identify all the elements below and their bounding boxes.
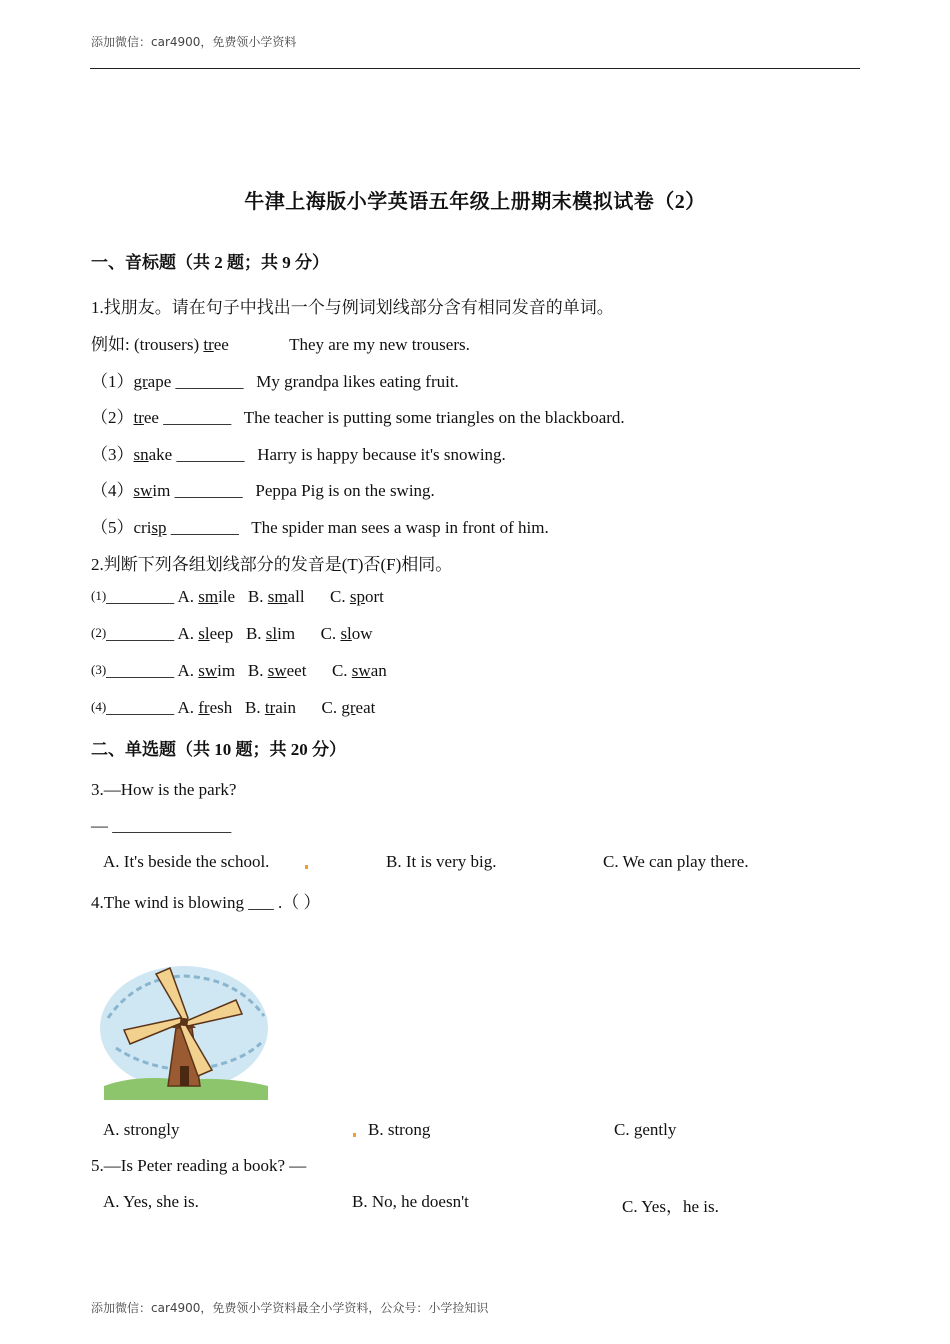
option-a-label: A.: [177, 624, 199, 643]
option-c-underlined: gr: [341, 698, 356, 717]
q1-item-4: [91, 476, 435, 501]
item-word-rest: im: [152, 481, 171, 500]
q3-answer-line[interactable]: — ______________: [91, 816, 232, 835]
answer-blank[interactable]: ________: [174, 481, 243, 500]
q1-example-rest: ee: [213, 335, 229, 354]
q2-item-2: [91, 624, 373, 644]
q1-stem: 1.找朋友。请在句子中找出一个与例词划线部分含有相同发音的单词。: [91, 298, 614, 317]
footer-note: 添加微信：car4900，免费领小学资料最全小学资料，公众号：小学捡知识: [91, 1301, 489, 1315]
option-c-underlined: sw: [351, 661, 371, 680]
page-title: 牛津上海版小学英语五年级上册期末模拟试卷（2）: [244, 191, 706, 213]
item-sentence: The spider man sees a wasp in front of him.: [251, 518, 549, 537]
item-number: （1）: [91, 372, 134, 391]
option-b-rest: ain: [275, 698, 297, 717]
option-b-rest: im: [277, 624, 296, 643]
q1-item-5: [91, 513, 549, 538]
option-c-label: C.: [320, 624, 341, 643]
option-a-underlined: sm: [198, 587, 219, 606]
option-c-rest: an: [370, 661, 387, 680]
answer-blank[interactable]: ________: [163, 408, 232, 427]
option-c-rest: ort: [365, 587, 384, 606]
q5-option-a[interactable]: A. Yes, she is.: [103, 1192, 199, 1211]
q3-option-b[interactable]: B. It is very big.: [386, 852, 497, 871]
option-c-rest: ow: [351, 624, 373, 643]
option-c-underlined: sl: [340, 624, 352, 643]
q4-stem: 4.The wind is blowing ___ .（ ）: [91, 893, 321, 912]
item-number: （2）: [91, 408, 134, 427]
item-number: (3): [91, 662, 107, 677]
option-a-label: A.: [177, 661, 199, 680]
q2-item-4: [91, 698, 375, 718]
item-word-rest: ape: [147, 372, 172, 391]
q5-stem: 5.—Is Peter reading a book? —: [91, 1156, 307, 1175]
item-word-rest: ake: [148, 445, 173, 464]
q4-option-b[interactable]: B. strong: [368, 1120, 431, 1139]
option-b-rest: all: [287, 587, 305, 606]
option-c-underlined: sp: [349, 587, 366, 606]
item-underlined: sw: [133, 481, 153, 500]
q1-example-sentence: They are my new trousers.: [289, 335, 470, 354]
option-b-underlined: sl: [265, 624, 278, 643]
item-word-pre: cri: [133, 518, 152, 537]
option-a-rest: esh: [209, 698, 233, 717]
q3-option-a[interactable]: A. It's beside the school.: [103, 852, 270, 871]
item-number: (4): [91, 699, 107, 714]
answer-blank[interactable]: ________: [106, 587, 175, 606]
option-b-rest: eet: [286, 661, 307, 680]
answer-blank[interactable]: ________: [106, 698, 175, 717]
q1-example-prefix: 例如: (trousers): [91, 335, 204, 354]
option-a-rest: eep: [209, 624, 234, 643]
windmill-illustration: [96, 958, 272, 1100]
header-note: 添加微信：car4900，免费领小学资料: [91, 35, 297, 49]
item-word-rest: ee: [143, 408, 159, 427]
q1-item-2: [91, 403, 625, 428]
answer-blank[interactable]: ________: [175, 372, 244, 391]
q3-stem: 3.—How is the park?: [91, 780, 237, 799]
answer-blank[interactable]: ________: [106, 624, 175, 643]
option-a-underlined: fr: [198, 698, 210, 717]
q1-example: [91, 330, 470, 355]
option-c-rest: eat: [355, 698, 376, 717]
option-b-label: B.: [245, 624, 266, 643]
option-b-label: B.: [245, 698, 265, 717]
option-a-underlined: sw: [198, 661, 218, 680]
item-number: （5）: [91, 518, 134, 537]
q2-item-3: [91, 661, 387, 681]
option-a-rest: im: [217, 661, 236, 680]
section-heading-2: 二、单选题（共 10 题；共 20 分）: [91, 740, 346, 759]
item-sentence: The teacher is putting some triangles on the blackboard.: [243, 408, 625, 427]
q4-option-c[interactable]: C. gently: [614, 1120, 677, 1139]
item-sentence: Harry is happy because it's snowing.: [257, 445, 506, 464]
item-sentence: My grandpa likes eating fruit.: [256, 372, 459, 391]
answer-blank[interactable]: ________: [170, 518, 239, 537]
option-a-underlined: sl: [198, 624, 210, 643]
option-a-rest: ile: [218, 587, 236, 606]
item-number: (1): [91, 588, 107, 603]
option-a-label: A.: [177, 698, 199, 717]
option-b-label: B.: [247, 661, 268, 680]
q5-option-c[interactable]: C. Yes，he is.: [622, 1197, 719, 1216]
q3-option-c[interactable]: C. We can play there.: [603, 852, 749, 871]
q4-option-a[interactable]: A. strongly: [103, 1120, 180, 1139]
q2-stem: 2.判断下列各组划线部分的发音是(T)否(F)相同。: [91, 555, 453, 574]
section-heading-1: 一、音标题（共 2 题；共 9 分）: [91, 253, 329, 272]
marker-dot: [305, 865, 308, 869]
option-c-label: C.: [321, 698, 342, 717]
header-divider: [90, 68, 860, 69]
q1-example-underlined: tr: [203, 335, 214, 354]
q1-item-1: [91, 367, 459, 392]
item-underlined: gr: [133, 372, 148, 391]
answer-blank[interactable]: ________: [106, 661, 175, 680]
option-c-label: C.: [331, 661, 352, 680]
item-underlined: tr: [133, 408, 144, 427]
q2-item-1: [91, 587, 384, 607]
option-b-label: B.: [247, 587, 268, 606]
q5-option-b[interactable]: B. No, he doesn't: [352, 1192, 469, 1211]
answer-blank[interactable]: ________: [176, 445, 245, 464]
option-b-underlined: sm: [267, 587, 288, 606]
option-b-underlined: sw: [267, 661, 287, 680]
item-underlined: sp: [151, 518, 167, 537]
item-sentence: Peppa Pig is on the swing.: [255, 481, 435, 500]
option-b-underlined: tr: [264, 698, 276, 717]
item-number: （3）: [91, 445, 134, 464]
marker-dot: [353, 1133, 356, 1137]
option-a-label: A.: [177, 587, 199, 606]
item-underlined: sn: [133, 445, 149, 464]
item-number: (2): [91, 625, 107, 640]
item-number: （4）: [91, 481, 134, 500]
option-c-label: C.: [330, 587, 350, 606]
q1-item-3: [91, 440, 506, 465]
